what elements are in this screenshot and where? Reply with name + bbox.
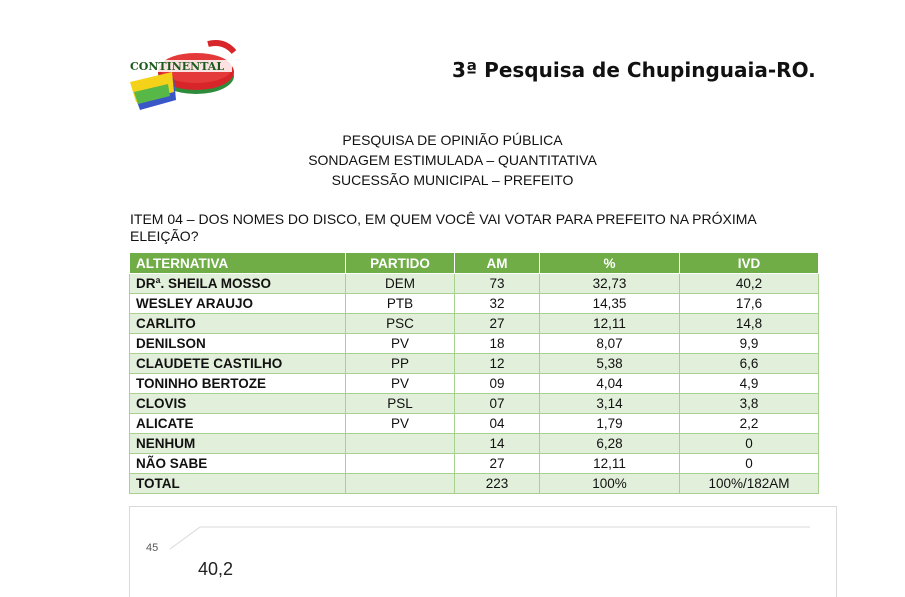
table-body (130, 274, 819, 494)
table-row (130, 334, 819, 354)
cell-percent: 8,07 (540, 334, 680, 354)
gridline-depth (170, 527, 200, 549)
cell-alternativa: CLAUDETE CASTILHO (130, 354, 346, 374)
cell-ivd: 9,9 (680, 334, 819, 354)
cell-partido (346, 454, 455, 474)
cell-am: 32 (455, 294, 540, 314)
table-row (130, 394, 819, 414)
cell-partido: PSL (346, 394, 455, 414)
cell-partido: PV (346, 374, 455, 394)
cell-alternativa: CARLITO (130, 314, 346, 334)
cell-partido (346, 434, 455, 454)
col-header-ivd: IVD (680, 253, 819, 274)
cell-percent: 6,28 (540, 434, 680, 454)
cell-partido: PTB (346, 294, 455, 314)
cell-alternativa: TONINHO BERTOZE (130, 374, 346, 394)
y-tick-label: 45 (146, 542, 159, 554)
table-row (130, 374, 819, 394)
cell-am: 07 (455, 394, 540, 414)
cell-ivd: 4,9 (680, 374, 819, 394)
header-line-3: SUCESSÃO MUNICIPAL – PREFEITO (331, 172, 574, 188)
cell-alternativa: NÃO SABE (130, 454, 346, 474)
col-header-am: AM (455, 253, 540, 274)
col-header-partido: PARTIDO (346, 253, 455, 274)
chart-frame (129, 506, 837, 597)
cell-am: 04 (455, 414, 540, 434)
table-row (130, 434, 819, 454)
cell-ivd: 14,8 (680, 314, 819, 334)
cell-percent: 3,14 (540, 394, 680, 414)
cell-am: 223 (455, 474, 540, 494)
cell-alternativa: DRª. SHEILA MOSSO (130, 274, 346, 294)
question-text: ITEM 04 – DOS NOMES DO DISCO, EM QUEM VOCÊ VAI VOTAR PARA PREFEITO NA PRÓXIMA ELEIÇÃO? (130, 211, 756, 244)
table-header-row (130, 253, 819, 274)
cell-percent: 12,11 (540, 454, 680, 474)
cell-am: 09 (455, 374, 540, 394)
table-row (130, 454, 819, 474)
data-label: 40,2 (198, 559, 234, 579)
cell-percent: 1,79 (540, 414, 680, 434)
header-line-2: SONDAGEM ESTIMULADA – QUANTITATIVA (308, 152, 597, 168)
cell-ivd: 40,2 (680, 274, 819, 294)
cell-percent: 100% (540, 474, 680, 494)
cell-percent: 4,04 (540, 374, 680, 394)
cell-am: 73 (455, 274, 540, 294)
table-row (130, 274, 819, 294)
results-table (129, 252, 819, 494)
cell-alternativa: WESLEY ARAUJO (130, 294, 346, 314)
header-line-1: PESQUISA DE OPINIÃO PÚBLICA (342, 132, 563, 148)
cell-percent: 5,38 (540, 354, 680, 374)
page-title: 3ª Pesquisa de Chupinguaia-RO. (452, 58, 816, 82)
cell-ivd: 100%/182AM (680, 474, 819, 494)
svg-text:CONTINENTAL: CONTINENTAL (130, 60, 225, 73)
col-header-percent: % (540, 253, 680, 274)
cell-partido: PSC (346, 314, 455, 334)
cell-partido: PP (346, 354, 455, 374)
cell-ivd: 2,2 (680, 414, 819, 434)
table-row (130, 354, 819, 374)
cell-am: 18 (455, 334, 540, 354)
table-row (130, 414, 819, 434)
cell-ivd: 0 (680, 434, 819, 454)
cell-partido: DEM (346, 274, 455, 294)
cell-alternativa: TOTAL (130, 474, 346, 494)
cell-am: 27 (455, 454, 540, 474)
cell-percent: 12,11 (540, 314, 680, 334)
cell-percent: 32,73 (540, 274, 680, 294)
cell-am: 14 (455, 434, 540, 454)
continental-logo (124, 30, 242, 112)
survey-header (210, 130, 695, 190)
cell-partido (346, 474, 455, 494)
cell-ivd: 6,6 (680, 354, 819, 374)
cell-alternativa: DENILSON (130, 334, 346, 354)
cell-ivd: 3,8 (680, 394, 819, 414)
cell-alternativa: CLOVIS (130, 394, 346, 414)
cell-ivd: 17,6 (680, 294, 819, 314)
cell-alternativa: NENHUM (130, 434, 346, 454)
cell-partido: PV (346, 334, 455, 354)
cell-ivd: 0 (680, 454, 819, 474)
cell-partido: PV (346, 414, 455, 434)
cell-percent: 14,35 (540, 294, 680, 314)
chart-svg (130, 507, 836, 597)
cell-alternativa: ALICATE (130, 414, 346, 434)
table-row (130, 474, 819, 494)
table-row (130, 314, 819, 334)
cell-am: 27 (455, 314, 540, 334)
cell-am: 12 (455, 354, 540, 374)
table-row (130, 294, 819, 314)
col-header-alternativa: ALTERNATIVA (130, 253, 346, 274)
